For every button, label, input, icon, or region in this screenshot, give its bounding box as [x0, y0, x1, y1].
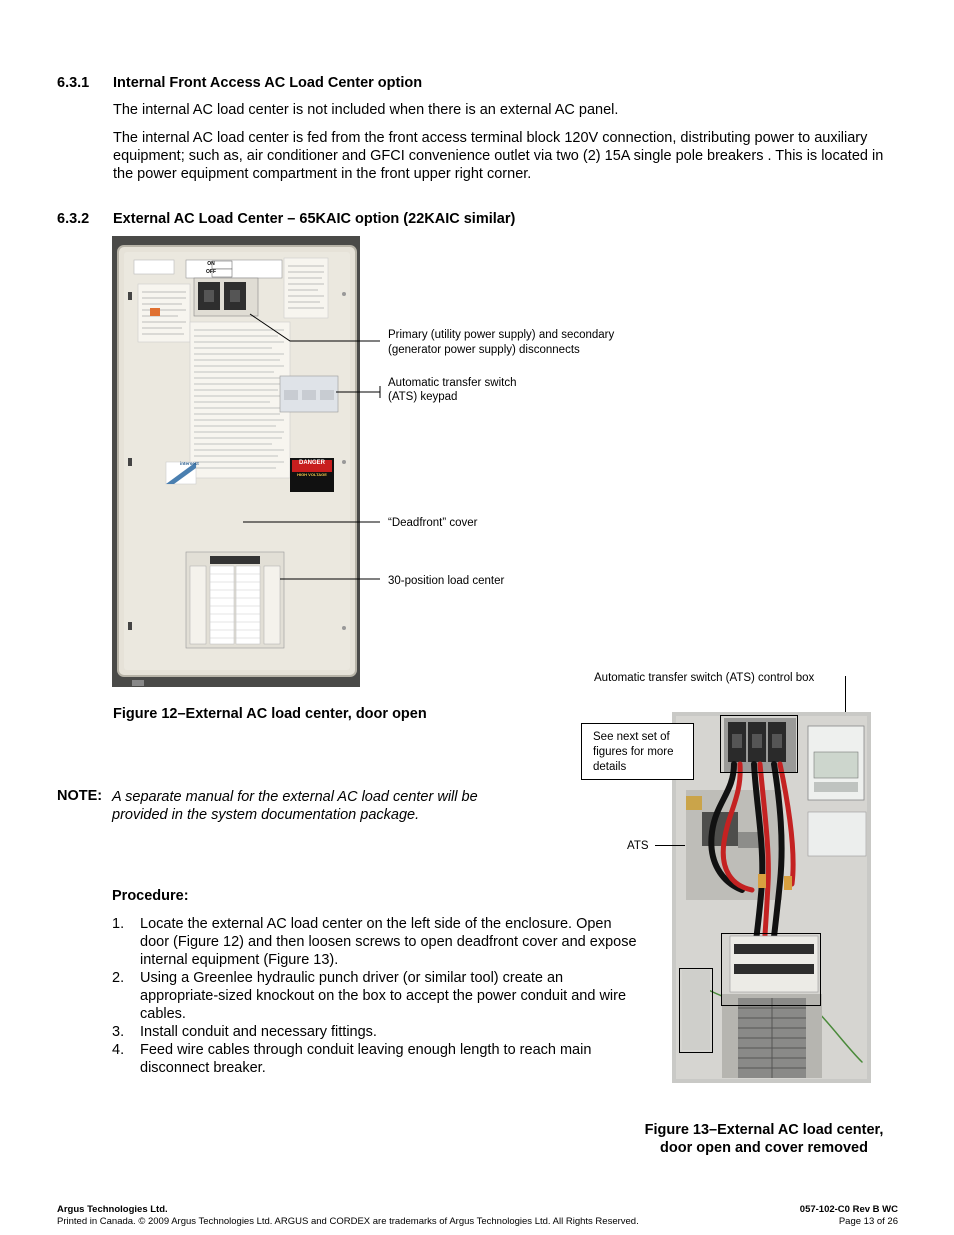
high-voltage-label: HIGH VOLTAGE	[297, 472, 327, 477]
section-632-title: External AC Load Center – 65KAIC option (22KAIC similar)	[113, 211, 516, 227]
callout-disconnects-line1: Primary (utility power supply) and secondary	[388, 329, 615, 341]
figure-13-caption-line1: Figure 13–External AC load center,	[644, 1122, 884, 1138]
section-631-para2: The internal AC load center is fed from the front access terminal block 120V connection, distributing power to auxiliary equipment; such as, air conditioner and GFCI convenience outlet via two (2) 15A single pole breakers . This is located in the power equipment compartment in the front upper right corner.	[113, 130, 884, 182]
highlight-panel-box	[721, 933, 821, 1006]
procedure-steps	[112, 915, 640, 1077]
figure-12-caption: Figure 12–External AC load center, door open	[113, 706, 427, 722]
note-label: NOTE:	[57, 788, 103, 804]
procedure-step: 2. Using a Greenlee hydraulic punch driver (or similar tool) create an appropriate-sized knockout on the box to accept the power conduit and wire cables.	[112, 970, 627, 1022]
footer-copyright: Printed in Canada. © 2009 Argus Technologies Ltd. ARGUS and CORDEX are trademarks of Argus Technologies Ltd. All Rights Reserved.	[57, 1216, 639, 1227]
callout-ats-control-box: Automatic transfer switch (ATS) control box	[594, 672, 815, 684]
callout-ats-line	[655, 845, 685, 846]
section-632-number: 6.3.2	[57, 211, 90, 227]
brand-label: intersect	[180, 461, 199, 466]
figure-13-photo	[672, 712, 871, 1083]
procedure-step: 1. Locate the external AC load center on the left side of the enclosure. Open door (Figure 12) and then loosen screws to open deadfront cover and expose internal equipment (Figure 13).	[112, 916, 637, 968]
see-next-callout: See next set of figures for more details	[581, 723, 694, 780]
procedure-step: 3. Install conduit and necessary fittings.	[112, 1024, 377, 1040]
switch-on-label: ON	[207, 261, 215, 267]
callout-ats: ATS	[627, 840, 649, 852]
section-631-number: 6.3.1	[57, 75, 90, 91]
note-text: A separate manual for the external AC load center will be provided in the system documentation package.	[112, 789, 478, 823]
callout-ats-line2: (ATS) keypad	[388, 391, 458, 403]
callout-disconnects-line2: (generator power supply) disconnects	[388, 344, 580, 356]
figure-13-caption-line2: door open and cover removed	[660, 1140, 868, 1156]
callout-loadcenter: 30-position load center	[388, 575, 505, 587]
section-631-title: Internal Front Access AC Load Center option	[113, 75, 423, 91]
highlight-breakers-box	[720, 715, 798, 773]
procedure-title: Procedure:	[112, 888, 189, 904]
callout-ats-line1: Automatic transfer switch	[388, 377, 517, 389]
callout-deadfront: “Deadfront” cover	[388, 517, 478, 529]
switch-off-label: OFF	[206, 269, 216, 275]
footer-page-number: Page 13 of 26	[838, 1216, 898, 1227]
procedure-step: 4. Feed wire cables through conduit leaving enough length to reach main disconnect breaker.	[112, 1042, 592, 1076]
danger-label: DANGER	[298, 460, 325, 466]
section-631-para1: The internal AC load center is not included when there is an external AC panel.	[113, 102, 619, 118]
footer-doc-number: 057-102-C0 Rev B WC	[799, 1204, 898, 1215]
footer-company: Argus Technologies Ltd.	[57, 1204, 168, 1215]
highlight-left-box	[679, 968, 713, 1053]
